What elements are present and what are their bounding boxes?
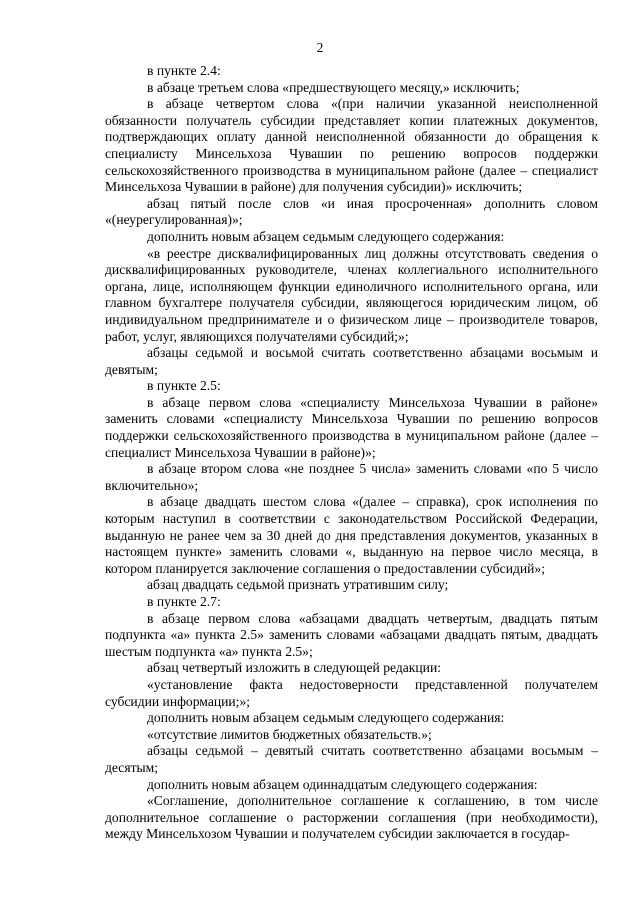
paragraph: в абзаце первом слова «абзацами двадцать четвертым, двадцать пятым подпункта «а» пункта 2.5» заменить словами «абзацами двадцать пятым, двадцать шестым подпункта «а» пункта 2.5»; [105,610,598,659]
paragraph: в абзаце двадцать шестом слова «(далее – справка), срок исполнения по которым наступил в соответствии с законодательством Российской Федерации, выданную не ранее чем за 30 дней до дня представления документов, указанных в настоящем пункте» заменить словами «, выданную на первое число месяца, в котором планируется заключение соглашения о предоставлении субсидий»; [105,494,598,576]
paragraph: в пункте 2.5: [147,378,221,394]
paragraph: в пункте 2.7: [147,594,221,609]
page-number: 2 [316,40,324,55]
paragraph: в пункте 2.4: [147,63,221,78]
paragraph: в абзаце третьем слова «предшествующего месяцу,» исключить; [147,79,520,95]
document-body [105,63,598,843]
paragraph: абзацы седьмой и восьмой считать соответственно абзацами восьмым и девятым; [105,345,598,377]
paragraph: «установление факта недостоверности представленной получателем субсидии информации;»; [105,676,598,709]
paragraph: абзац двадцать седьмой признать утратившим силу; [147,577,449,593]
paragraph: в абзаце первом слова «специалисту Минсельхоза Чувашии в районе» заменить словами «специалисту Минсельхоза Чувашии по решению вопросов поддержки сельскохозяйственного производства в муниципальном районе (далее – специалист Минсельхоза Чувашии в районе)»; [105,394,598,460]
paragraph: «отсутствие лимитов бюджетных обязательств.»; [147,726,432,742]
paragraph: дополнить новым абзацем одиннадцатым следующего содержания: [147,776,538,792]
paragraph: абзац четвертый изложить в следующей редакции: [147,660,442,676]
paragraph: «в реестре дисквалифицированных лиц должны отсутствовать сведения о дисквалифицированных руководителе, членах коллегиального исполнительного органа, лице, исполняющем функции единоличного исполнительного органа, или главном бухгалтере получателя субсидии, являющегося юридическим лицом, об индивидуальном предпринимателе и о физическом лице – производителе товаров, работ, услуг, являющихся получателями субсидий;»; [105,245,598,344]
paragraph: абзац пятый после слов «и иная просроченная» дополнить словом «(неурегулированная)»; [105,195,598,228]
paragraph: дополнить новым абзацем седьмым следующего содержания: [147,710,505,726]
paragraph: дополнить новым абзацем седьмым следующего содержания: [147,228,505,244]
paragraph: в абзаце четвертом слова «(при наличии указанной неисполненной обязанности получатель субсидии представляет копии платежных документов, подтверждающих оплату данной неисполненной обязанности до обращения к специалисту Минсельхоза Чувашии по решению вопросов поддержки сельскохозяйственного производства в муниципальном районе (далее – специалист Минсельхоза Чувашии в районе) для получения субсидии)» исключить; [105,96,598,195]
paragraph: абзацы седьмой – девятый считать соответственно абзацами восьмым – десятым; [105,743,598,775]
paragraph: «Соглашение, дополнительное соглашение к соглашению, в том числе дополнительное соглашение о расторжении соглашения (при необходимости), между Минсельхозом Чувашии и получателем субсидии заключается в государ- [105,793,598,842]
paragraph: в абзаце втором слова «не позднее 5 числа» заменить словами «по 5 число включительно»; [105,461,598,493]
